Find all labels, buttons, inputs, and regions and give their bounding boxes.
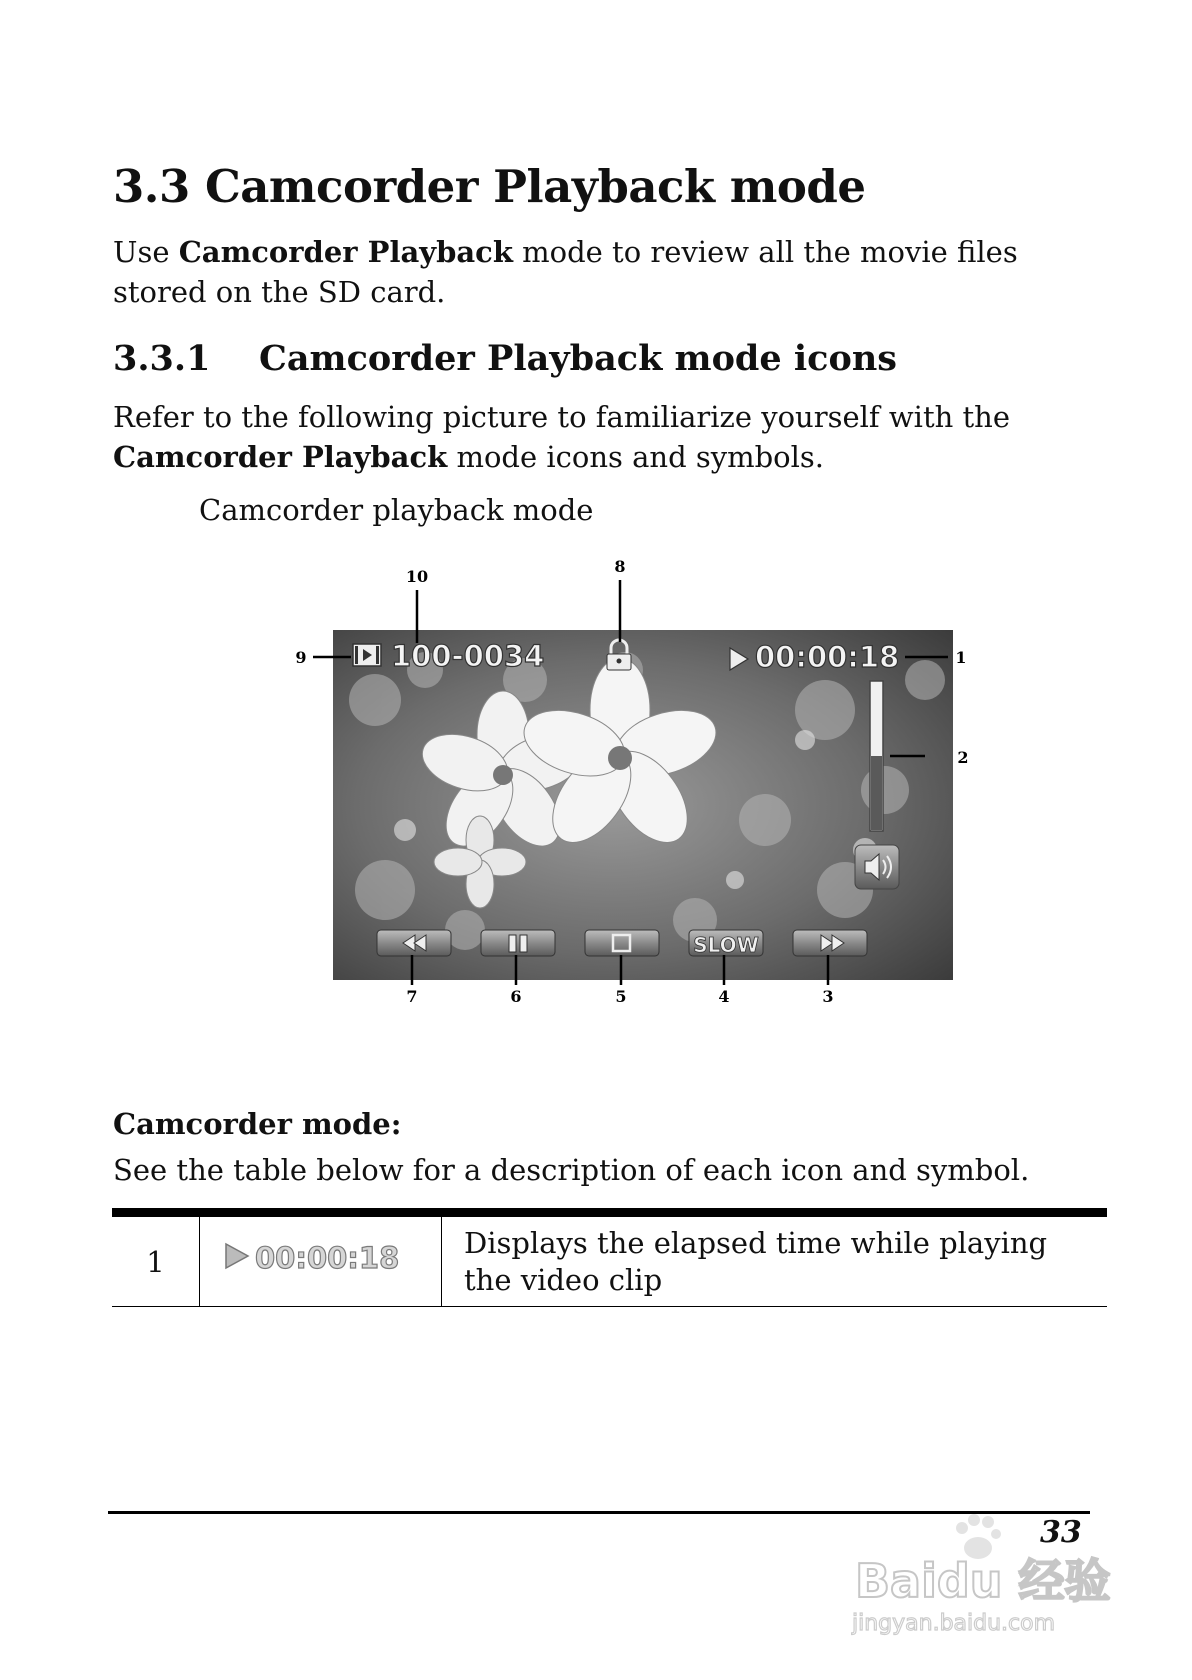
subsection-title: Camcorder Playback mode icons: [259, 338, 897, 379]
watermark-brand: Baidu 经验: [855, 1554, 1111, 1608]
playback-diagram: [265, 560, 1005, 1020]
callout-7: 7: [406, 987, 418, 1006]
watermark-url: jingyan.baidu.com: [852, 1611, 1056, 1636]
callout-2: 2: [957, 748, 969, 767]
table-row-description: Displays the elapsed time while playing the video clip: [464, 1226, 1048, 1297]
table-row-number: 1: [146, 1245, 165, 1279]
section-title: 3.3 Camcorder Playback mode: [113, 160, 866, 213]
pause-button[interactable]: [481, 930, 555, 956]
subsection-intro: Refer to the following picture to familiarize yourself with the Camcorder Playback mode icons and symbols.: [113, 400, 1010, 474]
page-number: 33: [1040, 1515, 1082, 1550]
table-bottom-rule: [112, 1306, 1107, 1307]
fast-forward-button[interactable]: [793, 930, 867, 956]
video-frame: [333, 630, 953, 980]
table-icon-time: 00:00:18: [255, 1241, 400, 1275]
slow-label: SLOW: [693, 933, 759, 957]
table-intro: See the table below for a description of each icon and symbol.: [113, 1153, 1030, 1187]
file-number-display: 100-0034: [391, 639, 545, 673]
subsection-number: 3.3.1: [113, 338, 211, 379]
callout-3: 3: [822, 987, 834, 1006]
callout-9: 9: [295, 648, 307, 667]
figure-caption: Camcorder playback mode: [199, 493, 594, 527]
callout-8: 8: [614, 560, 626, 576]
elapsed-time-icon: [199, 1222, 441, 1302]
table-col-divider-2: [441, 1217, 442, 1306]
table-heading: Camcorder mode:: [113, 1107, 402, 1141]
callout-10: 10: [405, 567, 429, 586]
movie-file-icon: [353, 644, 381, 666]
elapsed-time-display: 00:00:18: [755, 640, 900, 674]
playback-figure: [265, 560, 1005, 1020]
volume-level-fill: [871, 756, 882, 830]
paw-icon: [956, 1514, 1001, 1559]
stop-button[interactable]: [585, 930, 659, 956]
volume-bar[interactable]: [870, 681, 883, 831]
speaker-icon[interactable]: [855, 845, 899, 889]
watermark-graphic: [850, 1500, 1130, 1660]
callout-6: 6: [510, 987, 522, 1006]
table-row-icon: [199, 1222, 441, 1302]
callout-4: 4: [718, 987, 730, 1006]
rewind-button[interactable]: [377, 930, 451, 956]
section-intro: Use Camcorder Playback mode to review all the movie files stored on the SD card.: [113, 235, 1018, 309]
callout-5: 5: [615, 987, 627, 1006]
callout-1: 1: [955, 648, 967, 667]
slow-button[interactable]: [689, 930, 763, 957]
table-top-rule: [112, 1208, 1107, 1217]
baidu-watermark: [850, 1500, 1130, 1660]
